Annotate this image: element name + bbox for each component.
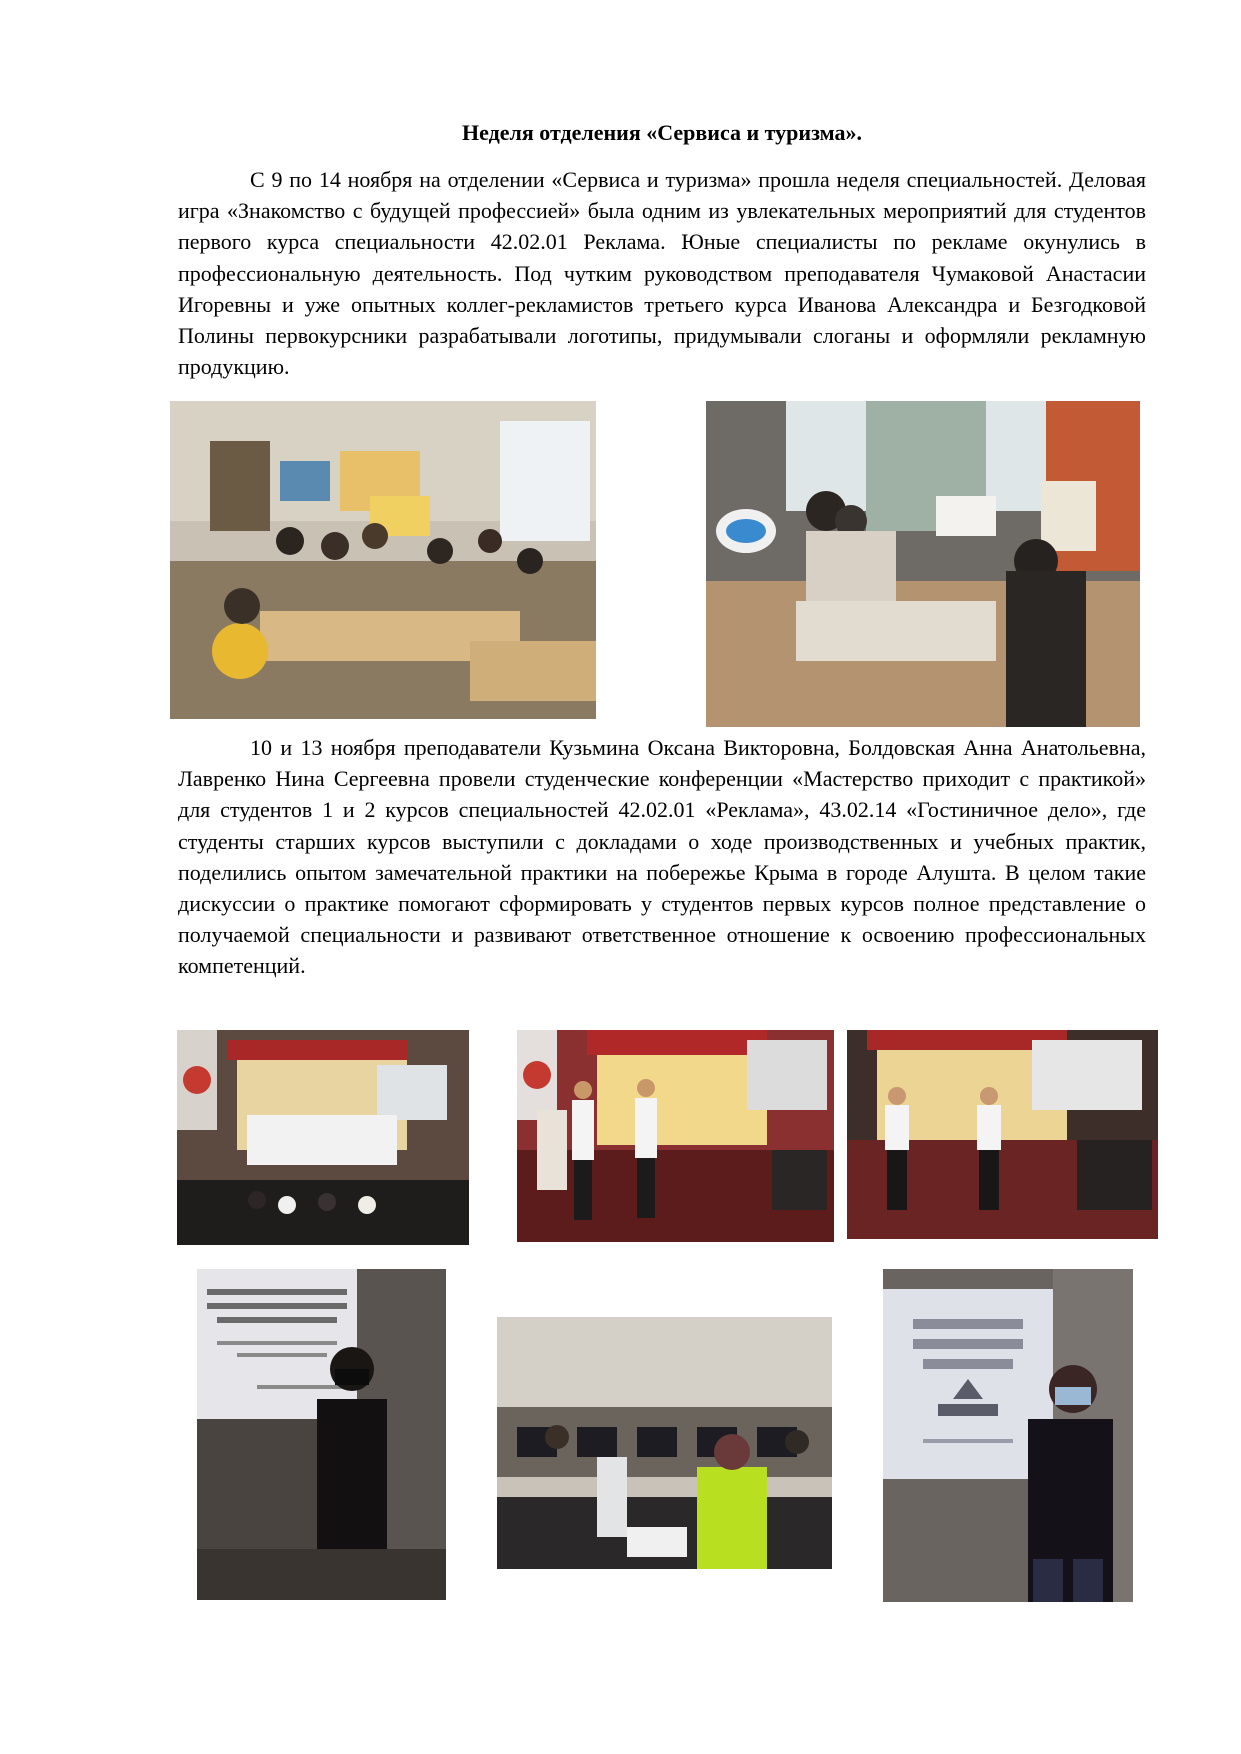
photo-two-presenters-stage (517, 1030, 834, 1242)
photo-students-holding-logos (706, 401, 1140, 727)
page-title: Неделя отделения «Сервиса и туризма». (462, 120, 862, 145)
paragraph-conferences: 10 и 13 ноября преподаватели Кузьмина Оксана Викторовна, Болдовская Анна Анатольевна, Лавренко Нина Сергеевна провели студенческие конференции «Мастерство приходит с практикой» для студентов 1 и 2 курсов специальностей 42.02.01 «Реклама», 43.02.14 «Гостиничное дело», где студенты старших курсов выступили с докладами о ходе производственных и учебных практик, поделились опытом замечательной практики на побережье Крыма в городе Алушта. В целом такие дискуссии о практике помогают сформировать у студентов первых курсов полное представление о получаемой специальности и развивают ответственное отношение к освоению профессиональных компетенций. (178, 735, 1146, 979)
paragraph-business-game: С 9 по 14 ноября на отделении «Сервиса и туризма» прошла неделя специальностей. Деловая игра «Знакомство с будущей профессией» была одним из увлекательных мероприятий для студентов первого курса специальности 42.02.01 Реклама. Юные специалисты по рекламе окунулись в профессиональную деятельность. Под чутким руководством преподавателя Чумаковой Анастасии Игоревны и уже опытных коллег-рекламистов третьего курса Иванова Александра и Безгодковой Полины первокурсники разрабатывали логотипы, придумывали слоганы и оформляли рекламную продукцию. (178, 167, 1146, 380)
photo-computer-lab (497, 1317, 832, 1569)
photo-classroom-business-game (170, 401, 596, 719)
photo-hall-group-on-stage (177, 1030, 469, 1245)
photo-presenters-with-papers (847, 1030, 1158, 1239)
photo-presenter-conference-slide (197, 1269, 446, 1600)
photo-presenter-agency-slide (883, 1269, 1133, 1602)
